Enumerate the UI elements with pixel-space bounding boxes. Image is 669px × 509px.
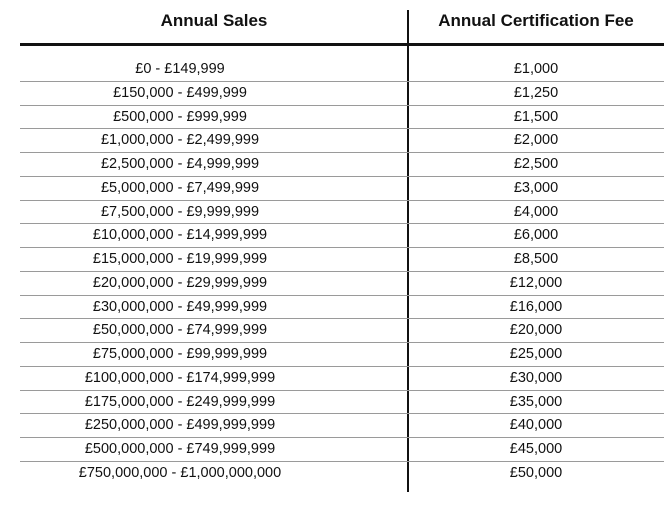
fee-cell: £2,000 [513, 132, 559, 149]
table-row [20, 153, 664, 177]
sales-cell: £5,000,000 - £7,499,999 [100, 179, 260, 196]
sales-cell: £750,000,000 - £1,000,000,000 [78, 464, 282, 481]
sales-cell: £175,000,000 - £249,999,999 [84, 393, 276, 410]
fee-cell: £1,500 [513, 108, 559, 125]
sales-cell: £250,000,000 - £499,999,999 [84, 417, 276, 434]
sales-cell: £15,000,000 - £19,999,999 [92, 251, 268, 267]
table-row [20, 367, 664, 391]
fee-cell: £16,000 [509, 298, 563, 315]
table-row [20, 201, 664, 225]
table-body [20, 58, 664, 486]
fee-cell: £40,000 [509, 417, 563, 434]
table-row [20, 438, 664, 462]
sales-cell: £75,000,000 - £99,999,999 [92, 346, 268, 362]
fee-cell: £2,500 [513, 156, 559, 172]
table-row [20, 296, 664, 320]
table-row [20, 462, 664, 486]
fee-cell: £4,000 [513, 203, 559, 220]
sales-cell: £150,000 - £499,999 [113, 84, 247, 101]
sales-cell: £500,000 - £999,999 [113, 108, 247, 125]
fee-cell: £20,000 [509, 322, 563, 339]
table-row [20, 391, 664, 415]
table-row [20, 82, 664, 106]
fee-cell: £8,500 [513, 251, 559, 267]
fee-cell: £35,000 [509, 393, 563, 410]
column-header-annual-certification-fee: Annual Certification Fee [438, 11, 634, 30]
fee-cell: £1,000 [513, 61, 559, 77]
table-row [20, 224, 664, 248]
sales-cell: £500,000,000 - £749,999,999 [84, 441, 276, 457]
sales-cell: £1,000,000 - £2,499,999 [100, 132, 260, 149]
sales-cell: £50,000,000 - £74,999,999 [92, 322, 268, 339]
fee-cell: £6,000 [513, 227, 559, 244]
sales-cell: £10,000,000 - £14,999,999 [92, 227, 268, 244]
table-row [20, 129, 664, 153]
header-divider [20, 43, 664, 46]
fee-cell: £30,000 [509, 369, 563, 386]
table-row [20, 177, 664, 201]
fee-cell: £25,000 [509, 346, 563, 362]
table-row [20, 319, 664, 343]
table-row [20, 414, 664, 438]
table-row [20, 272, 664, 296]
table-row [20, 58, 664, 82]
sales-cell: £7,500,000 - £9,999,999 [100, 203, 260, 220]
fee-cell: £12,000 [509, 274, 563, 291]
column-header-annual-sales: Annual Sales [160, 11, 268, 30]
sales-cell: £20,000,000 - £29,999,999 [92, 274, 268, 291]
table-row [20, 343, 664, 367]
fee-cell: £3,000 [513, 179, 559, 196]
fee-cell: £1,250 [513, 84, 559, 101]
table-row [20, 248, 664, 272]
sales-cell: £2,500,000 - £4,999,999 [100, 156, 260, 172]
sales-cell: £30,000,000 - £49,999,999 [92, 298, 268, 315]
fee-cell: £50,000 [509, 464, 563, 481]
sales-cell: £100,000,000 - £174,999,999 [84, 369, 276, 386]
table-row [20, 106, 664, 130]
fee-cell: £45,000 [509, 441, 563, 457]
sales-cell: £0 - £149,999 [135, 61, 225, 77]
